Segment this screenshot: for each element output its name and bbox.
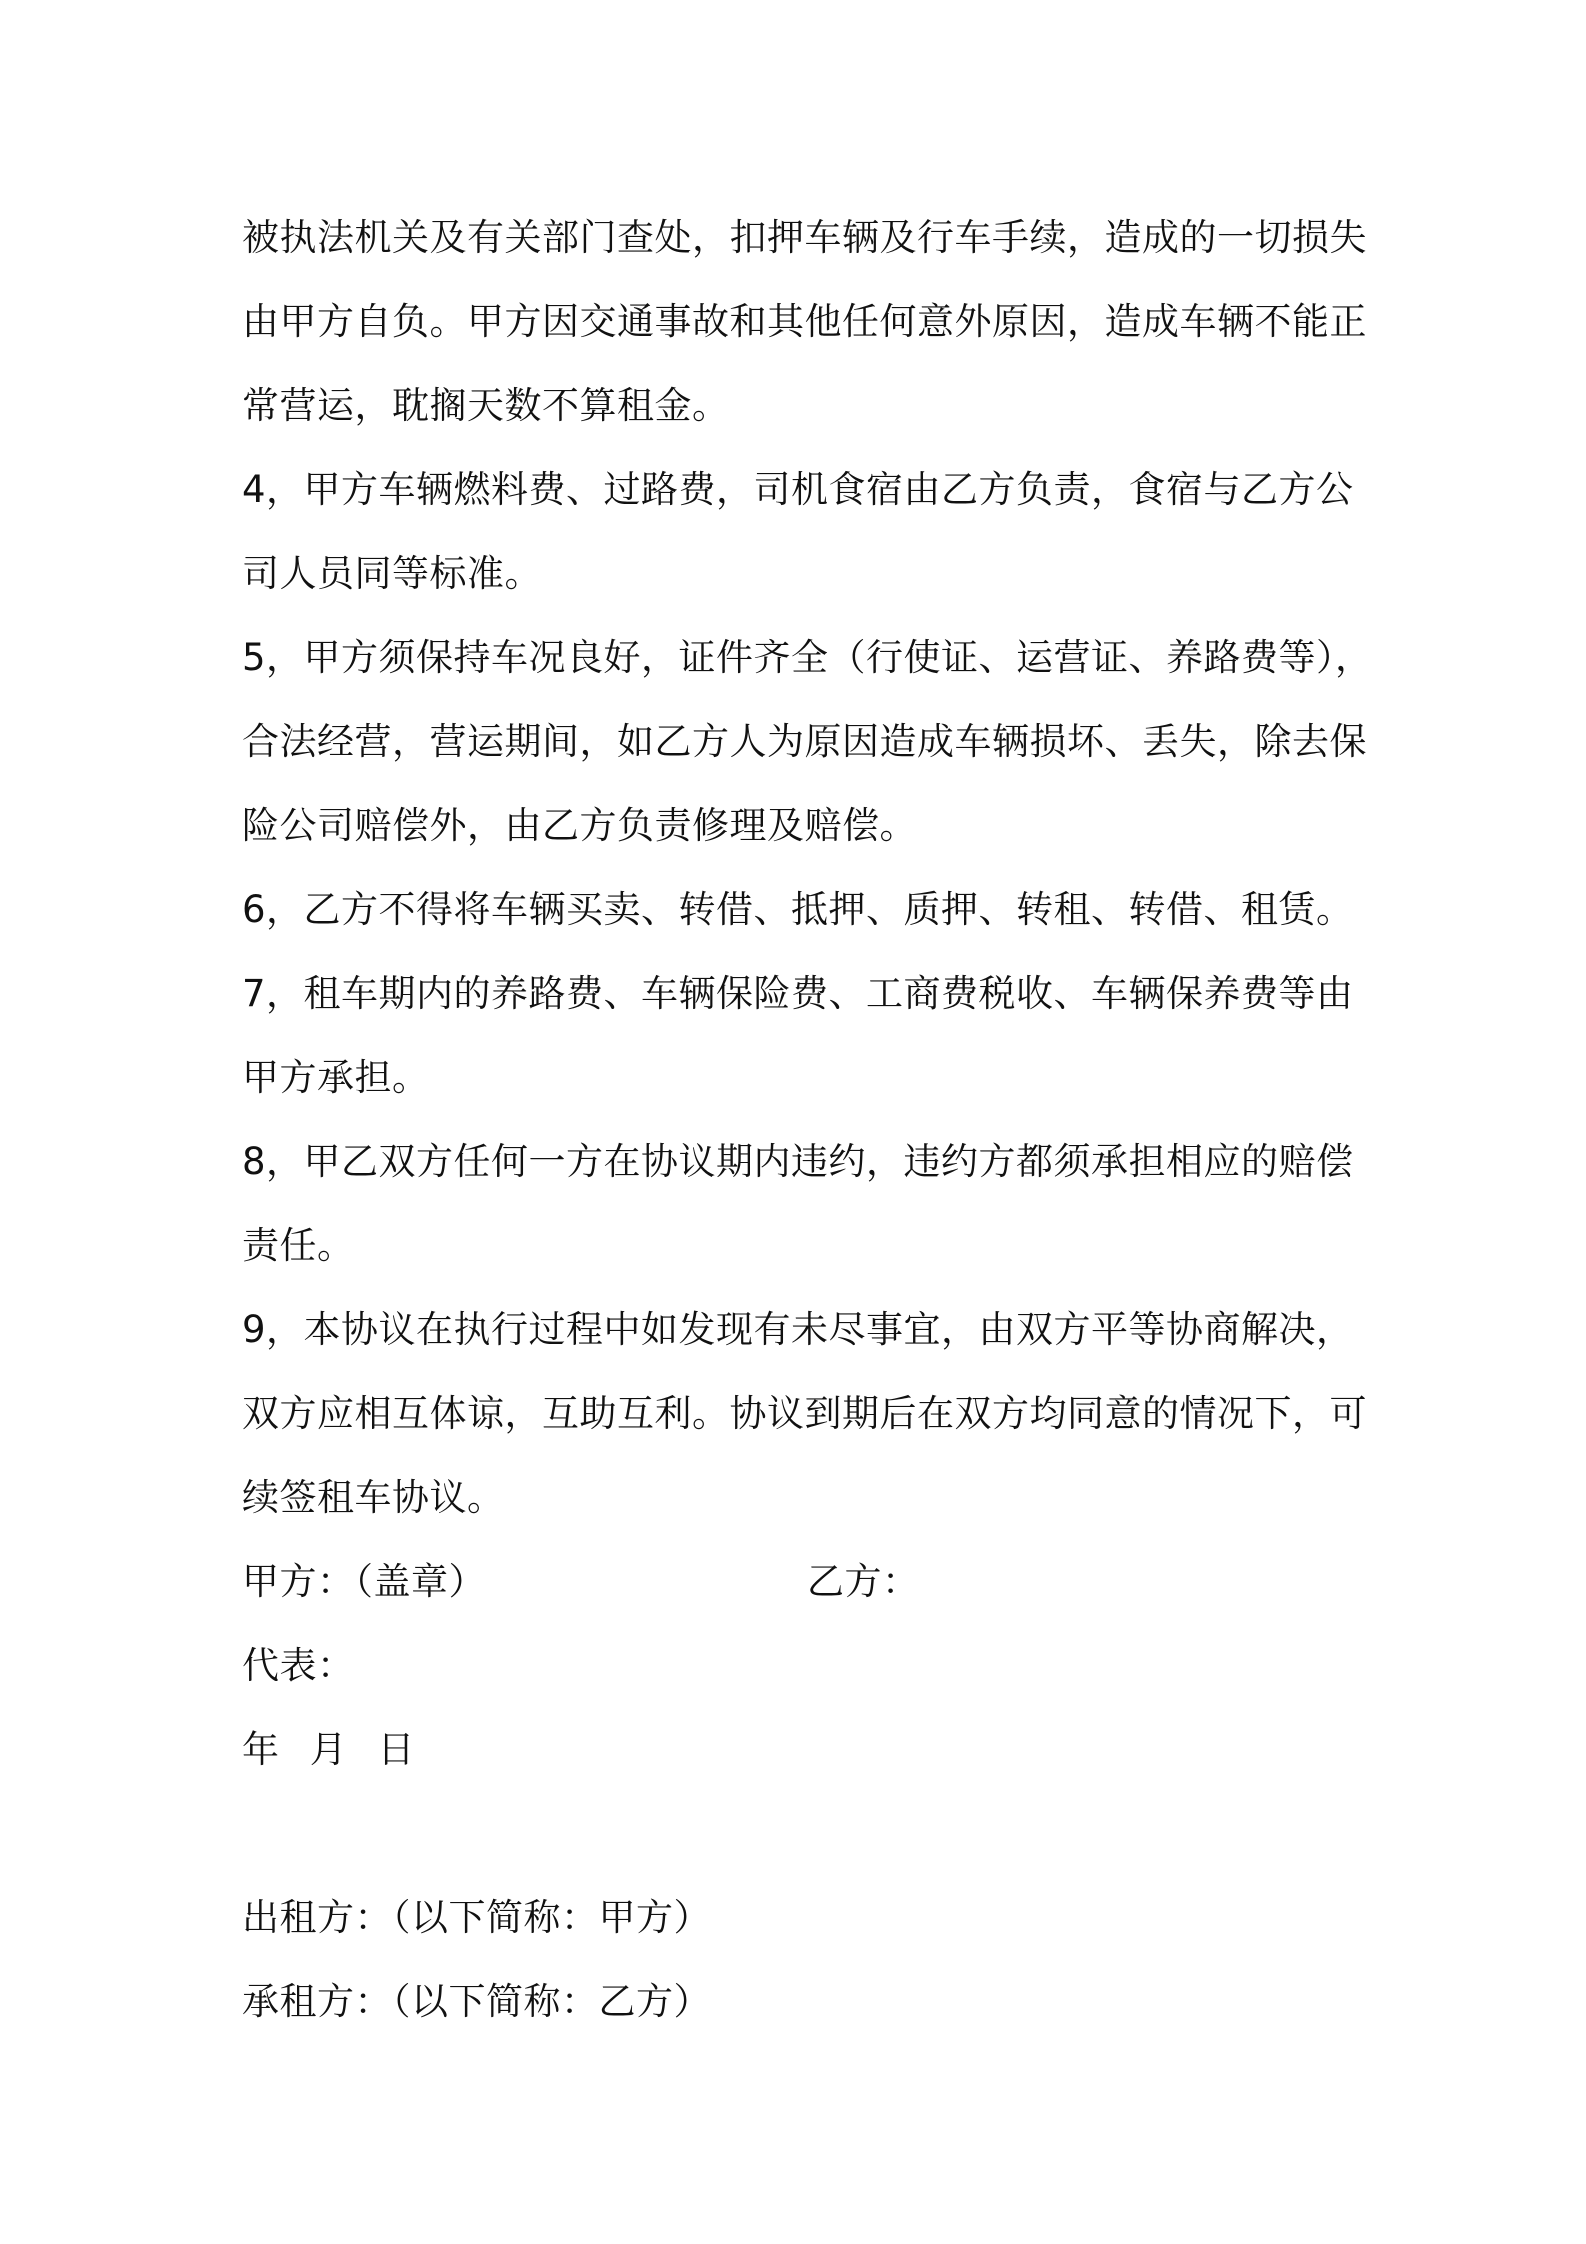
lessor-line: 出租方：（以下简称：甲方） xyxy=(242,1896,711,1939)
representative-label: 代表： xyxy=(242,1644,355,1687)
party-b-signature-label: 乙方： xyxy=(807,1560,920,1603)
clause-9-line: 续签租车协议。 xyxy=(242,1476,505,1519)
date-month-label: 月 xyxy=(309,1728,348,1771)
clause-9-line: 9，本协议在执行过程中如发现有未尽事宜，由双方平等协商解决， xyxy=(242,1308,1354,1351)
clause-5-line: 5，甲方须保持车况良好，证件齐全（行使证、运营证、养路费等）， xyxy=(242,636,1373,679)
body-line: 被执法机关及有关部门查处，扣押车辆及行车手续，造成的一切损失 xyxy=(242,216,1367,259)
signature-row xyxy=(242,1540,1362,1624)
section-spacer xyxy=(242,1792,1362,1876)
clause-5-line: 合法经营，营运期间，如乙方人为原因造成车辆损坏、丢失，除去保 xyxy=(242,720,1367,763)
clause-6-line: 6，乙方不得将车辆买卖、转借、抵押、质押、转租、转借、租赁。 xyxy=(242,888,1354,931)
clause-4-line: 司人员同等标准。 xyxy=(242,552,542,595)
clause-7-line: 7，租车期内的养路费、车辆保险费、工商费税收、车辆保养费等由 xyxy=(242,972,1354,1015)
lessee-line: 承租方：（以下简称：乙方） xyxy=(242,1980,711,2023)
clause-5-line: 险公司赔偿外，由乙方负责修理及赔偿。 xyxy=(242,804,917,847)
body-line: 常营运，耽搁天数不算租金。 xyxy=(242,384,730,427)
party-a-signature-label: 甲方：（盖章） xyxy=(242,1560,486,1603)
clause-8-line: 8，甲乙双方任何一方在协议期内违约，违约方都须承担相应的赔偿 xyxy=(242,1140,1354,1183)
document-content xyxy=(242,196,1373,2044)
clause-4-line: 4，甲方车辆燃料费、过路费，司机食宿由乙方负责，食宿与乙方公 xyxy=(242,468,1354,511)
clause-7-line: 甲方承担。 xyxy=(242,1056,430,1099)
date-year-label: 年 xyxy=(242,1728,280,1771)
date-line xyxy=(242,1708,1362,1792)
body-line: 由甲方自负。甲方因交通事故和其他任何意外原因，造成车辆不能正 xyxy=(242,300,1367,343)
date-day-label: 日 xyxy=(377,1728,416,1771)
clause-8-line: 责任。 xyxy=(242,1224,355,1267)
clause-9-line: 双方应相互体谅，互助互利。协议到期后在双方均同意的情况下，可 xyxy=(242,1392,1367,1435)
